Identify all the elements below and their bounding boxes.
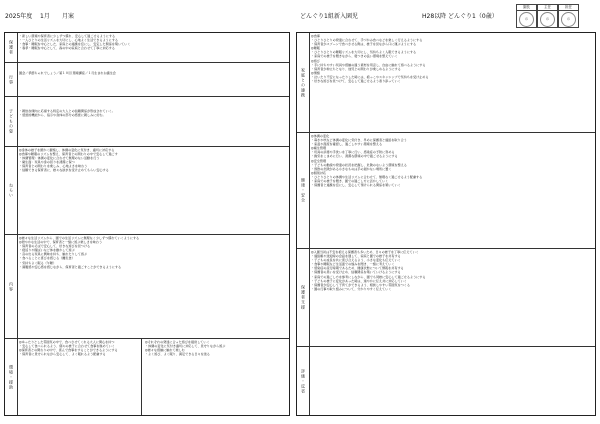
section-content: 園会／季節ちゃれでしょう／第１０回 環境講座／１月生まれお誕生会 [19,71,116,75]
section-content-empty[interactable] [311,348,593,414]
seal-icon: 印 [540,12,555,27]
section-content: ・新しい環境や保育者に少しずつ慣れ、安心して過ごせるようにする ・一人ひとりの生活リズムを大切にし、心地よく生活できるようにする ・食事・睡眠を中心とした、家庭との連携を密にし、安定した関係を築いていく ・春季・睡眠を中心として、森の中の家庭と合わせて丁寧に対応する [19,34,131,51]
seal-icon: 印 [561,12,576,27]
section-content: ・親依存傾向に応援する特定の大人との信頼関係が形成されていく。 ・感覚的機能から、指示や身体の部分の感覚に親しみに好む。 [19,109,115,118]
section-content: ◎食事 ・ひとりひとりの発達に合わせて、手づかみ食べなどを楽しく行えるようにする ・保育者がスプーンで食べさせる際は、様子を見ながら口に運ぶようにする ◎睡眠 ・ひとりひとりの睡眠リズムを大切にし、気持ちよく入眠できるようにする ・家庭での様子を聞きながら、寝つきの良い環境を整えていく ◎遊び ・手に持ちやすい玩具や感触の違う素材を用意し、自由に触れて遊べるようにする ・保育者が仲立ちとなり、他児との関わりが楽しめるようにする ◎情緒 ・泣いたり不安になったりした時には、抱っこやスキンシップで気持ちを受け止める ・好きな遊びを見つけて、安心して過ごせるよう寄り添っていく [311,34,429,84]
section-content-plan [5,235,289,339]
section-events [5,63,289,97]
section-health-safety [297,133,595,249]
category: 新入園児 [334,13,359,20]
seal-icon: 印 [519,12,534,27]
section-label: 保護者支援 [297,249,310,346]
section-label: 行事 [5,63,18,96]
stamp-chief [537,4,558,28]
class-name: どんぐり1組 [300,13,334,20]
section-evaluation [297,347,595,415]
stamp-label: 担任 [559,5,578,11]
section-label: 家庭との連携 [297,33,310,132]
left-plan-table [4,32,290,416]
section-guardian [5,33,289,63]
fiscal-year: 2025年度 [5,13,33,20]
plan-type: 月案 [62,13,75,20]
section-content: ◎様々な生活リズムから、園での生活リズムに無理なく少しずつ慣れていくようにする ◎穏やかな生活の中で、保育者と一緒に遊ぶ楽しさを味わう ・保育者のそばで安心して、好きな遊びを見つける ・寝返りや腹ばいなど体を動かして遊ぶ ・音の出る玩具に興味を持ち、触れたりして遊ぶ ・食べることに喜びを感じる（離乳食） ・気持ちよく眠る（午睡） ・満腹感や安心感を感じながら、保育者と過ごすことができるようにする [19,236,140,269]
stamp-label: 園長 [517,5,536,11]
section-child-state [5,97,289,147]
birth-group: H28以降 どんぐり1（0歳） [422,13,498,20]
section-content: ◎ゆったりとした雰囲気の中で、食べさせてくれる大人に関心を持つ ・安心して食べられるよう、個々の様子に合わせて食事を進めていく ◎保育者との関わりの中で、喜んで食事をすることができるようにする ・保育者に見守られながら安心して、よく眠れるよう配慮する [19,340,118,357]
section-content: ◎体調の変化 ・鼻水や咳など体調の変化に気付き、早めに保護者と連絡を取り合う ・室温や湿度を確認し、過ごしやすい環境を整える ◎衛生管理 ・玩具の消毒や手洗いを丁寧に行い、感染症の予防に努める ・換気をこまめに行い、清潔な環境の中で過ごせるようにする ◎安全管理 ・子どもの動線や発達の状況を把握し、危険のないよう環境を整える ・誤飲の危険がある小さなものは手の届かない場所に置く ◎個別対応 ・ひとりひとりの体調や生活リズムに合わせて、無理なく過ごせるよう配慮する ・家庭での様子を聞き、園での過ごし方に活かしていく ・保護者と連携を密にし、安心して預けられる関係を築いていく [311,134,423,188]
month: 1月 [40,13,50,20]
column-divider [141,339,142,415]
section-label: 環境・援助 [5,339,18,415]
section-content: ◎身体の様子を細かく観察し、体調の変化に気付き、適切に対応する ◎食事や睡眠のリズムを整え、保育者との関わりの中で安心して過ごす ・体調管理：体調の変化に合わせて無理のない活動を行う ・衛生面：玩具や身の回りを清潔に保つ ・保育者との関わりを楽しみ、心地よさを味わう ・信頼できる保育者に、様々な欲求を受け止めてもらい安心する [19,148,118,173]
section-aims [5,147,289,235]
section-content: ◎それぞれの発達に合った遊びを提供していく ・体調の変化に気付き適切に対応して、見守りながら遊ぶ ◎様々な感触に触れて楽しむ ・よく遊び、よく眠り、満足できる日々を送る [145,340,226,357]
section-label: 評価・反省 [297,347,310,415]
section-label: 健康・安全 [297,133,310,248]
section-label: 子どもの姿 [5,97,18,146]
right-plan-table [296,32,596,416]
stamp-principal [516,4,537,28]
section-label: 内容 [5,235,18,338]
section-label: ねらい [5,147,18,234]
stamp-label: 主任 [538,5,557,11]
section-environment [5,339,289,415]
section-home-coop [297,33,595,133]
stamp-teacher [558,4,579,28]
section-guardian-support [297,249,595,347]
section-label: 保護者 [5,33,18,62]
section-content: ◎入園当初は不安を抱える保護者も多いため、日々の様子を丁寧に伝えていく ・連絡帳や送迎時の会話を通して、家庭と園での様子を共有する ・子どもの成長を共に喜び合えるよう、小さな変化も伝えていく ・食事や睡眠など生活面での悩みを聞き、一緒に考えていく ・感染症の流行時期であるため、健康状態について情報を共有する ・保護者の思いを受け止め、信頼関係を築いていけるようにする ・家庭での過ごし方を参考にしながら、園でも同様に安心して過ごせるようにする ・子どもの様子に変化があった時は、速やかに伝え共に対応していく ・保護者が安心して子育てができるよう、相談しやすい雰囲気をつくる ・園の行事や取り組みについて、分かりやすく伝えていく [311,250,426,291]
